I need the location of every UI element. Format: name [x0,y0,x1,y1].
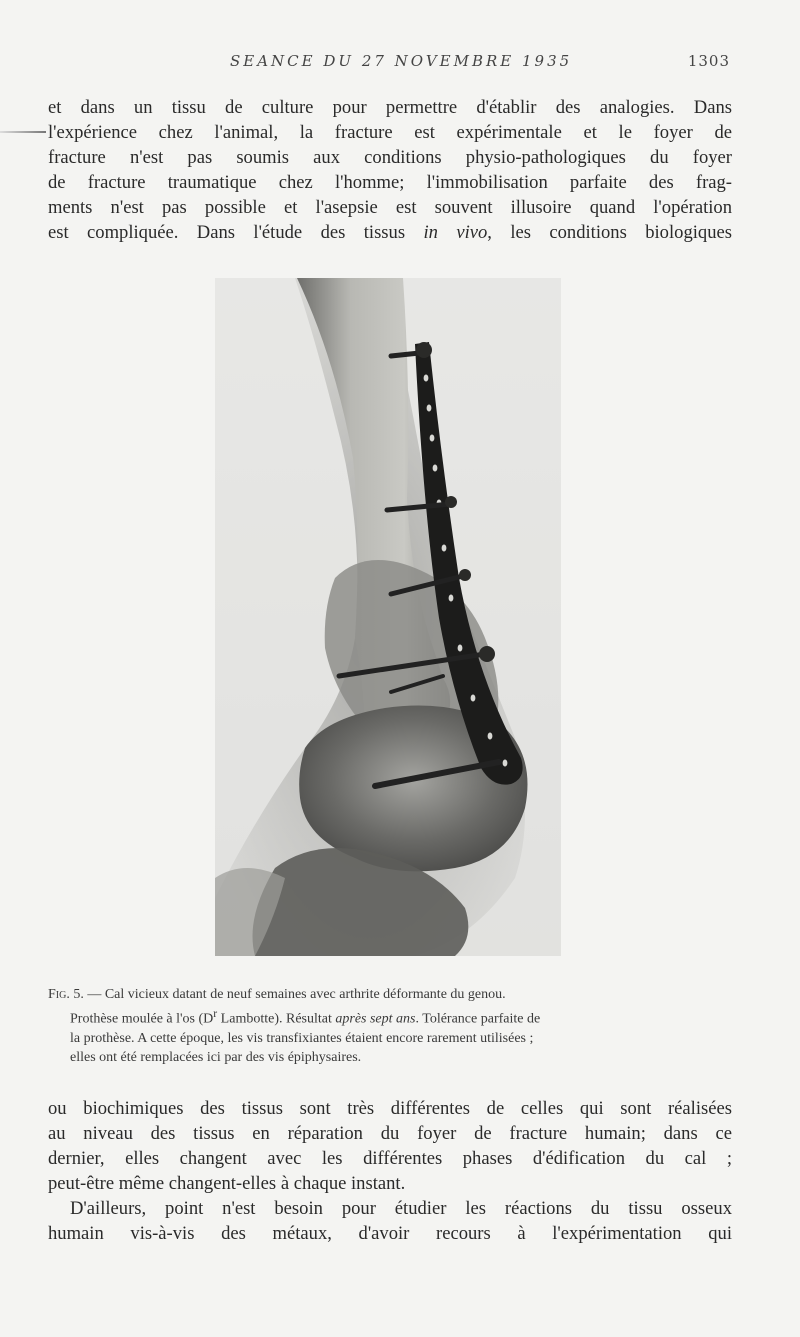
running-title: SEANCE DU 27 NOVEMBRE 1935 [230,52,573,70]
text-segment: , les conditions biologiques [487,222,732,243]
text-segment: est compliquée. Dans l'étude des tissus [48,222,424,243]
paragraph-bottom [48,1096,732,1196]
caption-sup: r [213,1007,218,1020]
caption-text: . Tolérance parfaite de [415,1011,541,1027]
text-line: ou biochimiques des tissus sont très différentes de celles qui sont réalisées [48,1098,732,1119]
text-line [48,220,732,245]
text-line: fracture n'est pas soumis aux conditions physio-pathologiques du foyer [48,147,732,168]
caption-text: — Cal vicieux datant de neuf semaines avec arthrite déformante du genou. [83,987,506,1002]
paragraph-next [48,1196,732,1246]
caption-text: Lambotte). Résultat [217,1011,336,1027]
xray-figure [215,278,561,956]
text-line: humain vis-à-vis des métaux, d'avoir recours à l'expérimentation qui [48,1223,732,1244]
text-line: ments n'est pas possible et l'asepsie est souvent illusoire quand l'opération [48,197,732,218]
caption-text: elles ont été remplacées ici par des vis épiphysaires. [70,1049,362,1065]
page-number: 1303 [687,52,730,70]
running-header [48,52,730,74]
text-line: de fracture traumatique chez l'homme; l'immobilisation parfaite des frag- [48,172,732,193]
italic-term: in vivo [423,222,488,243]
margin-mark [0,131,46,133]
text-line: l'expérience chez l'animal, la fracture est expérimentale et le foyer de [48,122,732,143]
figure-label: Fig. 5. [48,987,84,1002]
text-line: dernier, elles changent avec les différentes phases d'édification du cal ; [48,1148,732,1169]
text-line: au niveau des tissus en réparation du foyer de fracture humain; dans ce [48,1123,732,1144]
paragraph-top [48,95,732,245]
caption-text: Prothèse moulée à l'os (D [70,1011,214,1027]
figure-caption [48,985,734,1067]
text-line: et dans un tissu de culture pour permettre d'établir des analogies. Dans [48,97,732,118]
text-line: D'ailleurs, point n'est besoin pour étudier les réactions du tissu osseux [70,1198,732,1219]
caption-text: la prothèse. A cette époque, les vis transfixiantes étaient encore rarement utilisées ; [70,1030,534,1046]
caption-italic: après sept ans [335,1011,416,1027]
text-line: peut-être même changent-elles à chaque instant. [48,1173,406,1194]
